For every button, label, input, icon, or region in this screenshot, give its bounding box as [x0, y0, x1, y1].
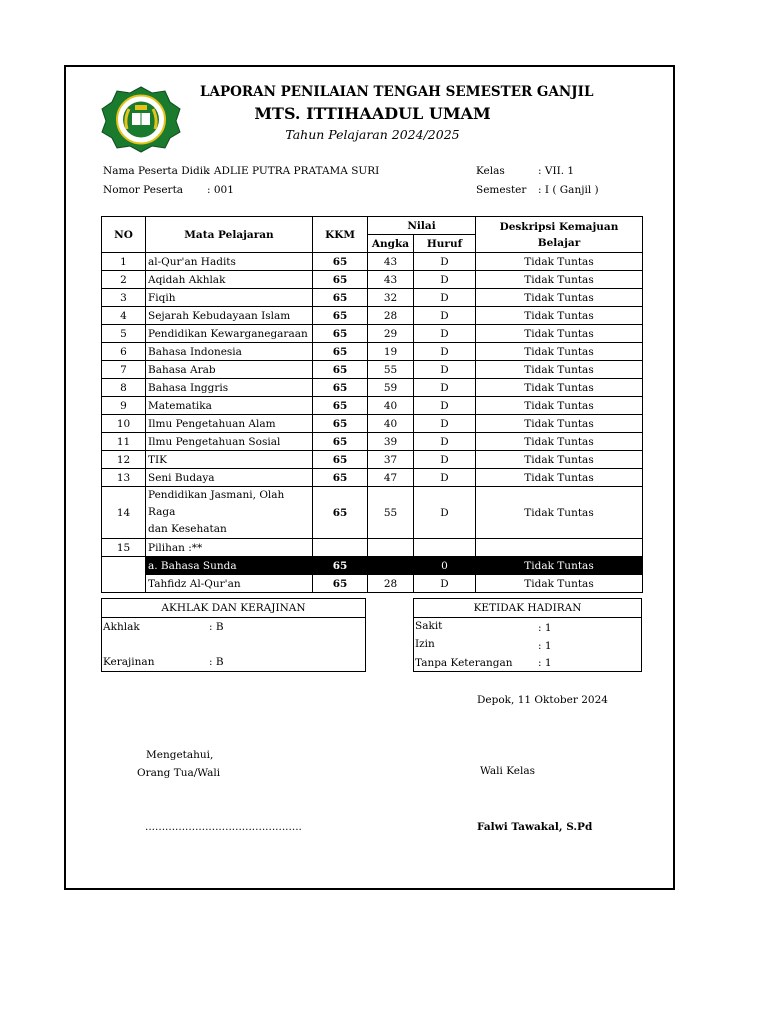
row-no: 1: [102, 253, 146, 271]
table-row: [102, 557, 643, 575]
row-desc: Tidak Tuntas: [476, 415, 643, 433]
row-huruf: [414, 539, 476, 557]
row-kkm: 65: [313, 307, 368, 325]
row-huruf: 0: [414, 557, 476, 575]
table-row: [102, 379, 643, 397]
row-angka: 55: [368, 361, 414, 379]
row-no: 12: [102, 451, 146, 469]
row-huruf: D: [414, 451, 476, 469]
row-huruf: D: [414, 575, 476, 593]
row-desc: Tidak Tuntas: [476, 397, 643, 415]
header-description: Deskripsi Kemajuan Belajar: [476, 217, 643, 253]
row-subject: Pendidikan Kewarganegaraan: [146, 325, 313, 343]
row-angka: 40: [368, 397, 414, 415]
row-no: 8: [102, 379, 146, 397]
row-no: 14: [102, 487, 146, 539]
report-title: LAPORAN PENILAIAN TENGAH SEMESTER GANJIL: [200, 84, 594, 100]
row-angka: 28: [368, 575, 414, 593]
row-huruf: D: [414, 325, 476, 343]
row-subject: al-Qur'an Hadits: [146, 253, 313, 271]
row-huruf: D: [414, 415, 476, 433]
row-kkm: 65: [313, 433, 368, 451]
row-huruf: D: [414, 397, 476, 415]
row-no: 13: [102, 469, 146, 487]
table-row: [102, 343, 643, 361]
row-subject: Sejarah Kebudayaan Islam: [146, 307, 313, 325]
akhlak-box: [101, 598, 366, 672]
row-kkm: 65: [313, 379, 368, 397]
table-row: [102, 451, 643, 469]
row-subject: Matematika: [146, 397, 313, 415]
row-kkm: 65: [313, 557, 368, 575]
akhlak-title: AKHLAK DAN KERAJINAN: [102, 599, 365, 618]
row-kkm: 65: [313, 271, 368, 289]
row-subject-line1: Pendidikan Jasmani, Olah Raga: [148, 489, 285, 518]
school-name: MTS. ITTIHAADUL UMAM: [254, 104, 491, 123]
tanpa-keterangan-value: : 1: [538, 657, 552, 669]
header-huruf: Huruf: [414, 235, 476, 253]
row-desc: Tidak Tuntas: [476, 379, 643, 397]
school-logo-icon: [100, 85, 182, 153]
row-subject: Ilmu Pengetahuan Sosial: [146, 433, 313, 451]
table-row: [102, 253, 643, 271]
kerajinan-label: Kerajinan: [103, 656, 155, 668]
row-angka: 19: [368, 343, 414, 361]
place-date: Depok, 11 Oktober 2024: [477, 694, 608, 706]
row-angka: 39: [368, 433, 414, 451]
table-row: [102, 539, 643, 557]
izin-value: : 1: [538, 640, 552, 652]
row-no: 11: [102, 433, 146, 451]
homeroom-label: Wali Kelas: [480, 765, 535, 777]
row-angka: 43: [368, 253, 414, 271]
table-row: [102, 325, 643, 343]
row-kkm: 65: [313, 575, 368, 593]
table-row: [102, 469, 643, 487]
row-no: 7: [102, 361, 146, 379]
row-angka: [368, 539, 414, 557]
row-desc: Tidak Tuntas: [476, 487, 643, 539]
table-row: [102, 433, 643, 451]
row-kkm: 65: [313, 253, 368, 271]
table-row: [102, 289, 643, 307]
row-subject: Fiqih: [146, 289, 313, 307]
row-huruf: D: [414, 307, 476, 325]
row-subject: Bahasa Inggris: [146, 379, 313, 397]
grades-table: [101, 216, 643, 593]
row-angka: 28: [368, 307, 414, 325]
akhlak-value: : B: [209, 621, 224, 633]
class-label: Kelas: [476, 165, 505, 177]
row-kkm: 65: [313, 469, 368, 487]
row-subject-line2: dan Kesehatan: [148, 523, 227, 535]
student-number-value: : 001: [207, 184, 234, 196]
acknowledged-text: Mengetahui,: [146, 749, 214, 761]
row-subject: TIK: [146, 451, 313, 469]
parent-label: Orang Tua/Wali: [137, 767, 221, 779]
row-no: 6: [102, 343, 146, 361]
tanpa-keterangan-label: Tanpa Keterangan: [415, 657, 513, 669]
row-subject: a. Bahasa Sunda: [146, 557, 313, 575]
student-name-value: : ADLIE PUTRA PRATAMA SURI: [207, 165, 380, 177]
row-angka: 55: [368, 487, 414, 539]
row-desc: Tidak Tuntas: [476, 557, 643, 575]
row-subject: Bahasa Indonesia: [146, 343, 313, 361]
row-desc: Tidak Tuntas: [476, 289, 643, 307]
row-subject: [146, 487, 313, 539]
row-angka: 43: [368, 271, 414, 289]
row-huruf: D: [414, 343, 476, 361]
row-desc: Tidak Tuntas: [476, 343, 643, 361]
row-kkm: 65: [313, 487, 368, 539]
row-desc: Tidak Tuntas: [476, 433, 643, 451]
student-name-label: Nama Peserta Didik: [103, 165, 210, 177]
row-kkm: 65: [313, 415, 368, 433]
table-row: [102, 361, 643, 379]
class-value: : VII. 1: [538, 165, 575, 177]
row-subject: Seni Budaya: [146, 469, 313, 487]
row-angka: 40: [368, 415, 414, 433]
row-angka: [368, 557, 414, 575]
semester-label: Semester: [476, 184, 527, 196]
absence-box: [413, 598, 642, 672]
row-no: 4: [102, 307, 146, 325]
header-subject: Mata Pelajaran: [146, 217, 313, 253]
row-kkm: 65: [313, 397, 368, 415]
row-subject: Bahasa Arab: [146, 361, 313, 379]
row-huruf: D: [414, 379, 476, 397]
table-row: [102, 307, 643, 325]
row-subject: Ilmu Pengetahuan Alam: [146, 415, 313, 433]
row-no: [102, 557, 146, 593]
table-row: [102, 415, 643, 433]
table-row: [102, 575, 643, 593]
header-angka: Angka: [368, 235, 414, 253]
row-angka: 29: [368, 325, 414, 343]
semester-value: : I ( Ganjil ): [538, 184, 599, 196]
row-huruf: D: [414, 469, 476, 487]
absence-title: KETIDAK HADIRAN: [414, 599, 641, 618]
row-no: 9: [102, 397, 146, 415]
akhlak-label: Akhlak: [103, 621, 140, 633]
row-kkm: 65: [313, 325, 368, 343]
sakit-value: : 1: [538, 622, 552, 634]
row-desc: Tidak Tuntas: [476, 575, 643, 593]
parent-signature-line: ...............................................: [145, 821, 302, 833]
row-subject: Tahfidz Al-Qur'an: [146, 575, 313, 593]
header-no: NO: [102, 217, 146, 253]
row-subject: Pilihan :**: [146, 539, 313, 557]
header-nilai: Nilai: [368, 217, 476, 235]
row-desc: Tidak Tuntas: [476, 451, 643, 469]
academic-year: Tahun Pelajaran 2024/2025: [285, 127, 460, 142]
row-desc: Tidak Tuntas: [476, 469, 643, 487]
row-angka: 32: [368, 289, 414, 307]
izin-label: Izin: [415, 638, 435, 650]
row-desc: Tidak Tuntas: [476, 361, 643, 379]
row-angka: 47: [368, 469, 414, 487]
row-kkm: 65: [313, 289, 368, 307]
row-huruf: D: [414, 487, 476, 539]
student-number-label: Nomor Peserta: [103, 184, 184, 196]
table-row: [102, 397, 643, 415]
header-kkm: KKM: [313, 217, 368, 253]
row-angka: 59: [368, 379, 414, 397]
row-kkm: 65: [313, 343, 368, 361]
row-desc: Tidak Tuntas: [476, 271, 643, 289]
row-no: 10: [102, 415, 146, 433]
table-row: [102, 271, 643, 289]
row-subject: Aqidah Akhlak: [146, 271, 313, 289]
row-desc: Tidak Tuntas: [476, 325, 643, 343]
row-kkm: 65: [313, 361, 368, 379]
row-huruf: D: [414, 271, 476, 289]
row-huruf: D: [414, 433, 476, 451]
row-desc: Tidak Tuntas: [476, 307, 643, 325]
kerajinan-value: : B: [209, 656, 224, 668]
sakit-label: Sakit: [415, 620, 443, 632]
row-kkm: 65: [313, 451, 368, 469]
row-kkm: [313, 539, 368, 557]
teacher-name: Falwi Tawakal, S.Pd: [477, 821, 593, 833]
row-huruf: D: [414, 289, 476, 307]
row-no: 5: [102, 325, 146, 343]
row-angka: 37: [368, 451, 414, 469]
row-no: 2: [102, 271, 146, 289]
row-huruf: D: [414, 253, 476, 271]
row-desc: [476, 539, 643, 557]
row-desc: Tidak Tuntas: [476, 253, 643, 271]
row-no: 3: [102, 289, 146, 307]
grade-rows: [102, 253, 643, 487]
row-huruf: D: [414, 361, 476, 379]
row-no: 15: [102, 539, 146, 557]
